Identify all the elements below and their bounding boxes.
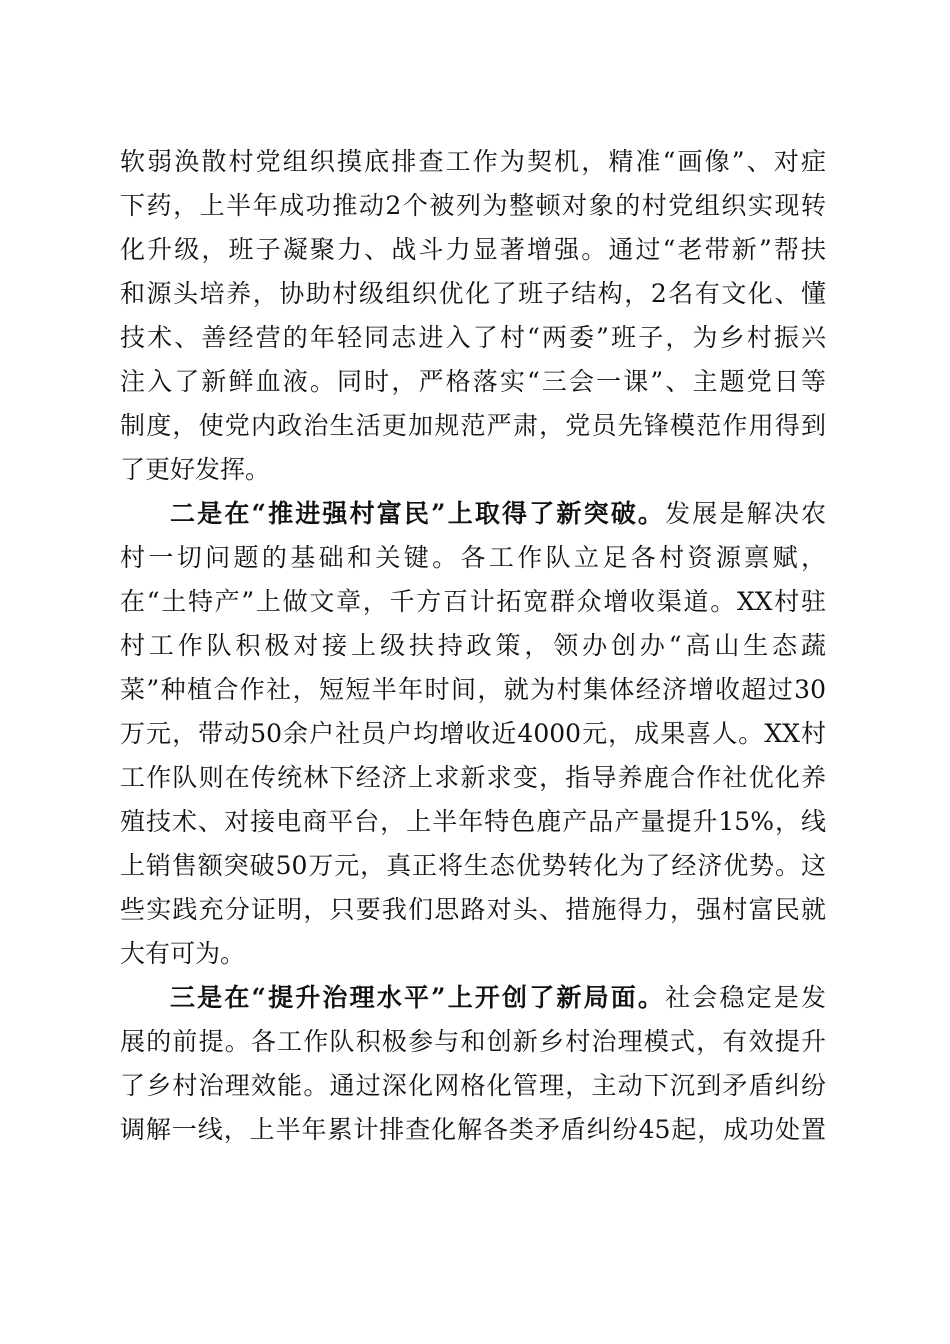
text-line: 工作队则在传统林下经济上求新求变，指导养鹿合作社优化养: [120, 763, 826, 792]
text-line: 注入了新鲜血液。同时，严格落实“三会一课”、主题党日等: [120, 367, 826, 396]
text-line: 万元，带动50余户社员户均增收近4000元，成果喜人。XX村: [120, 719, 826, 748]
text-line: 技术、善经营的年轻同志进入了村“两委”班子，为乡村振兴: [120, 323, 826, 352]
text-line: 了乡村治理效能。通过深化网格化管理，主动下沉到矛盾纠纷: [120, 1071, 826, 1100]
text-line: 上销售额突破50万元，真正将生态优势转化为了经济优势。这: [120, 851, 826, 880]
text-line: 村一切问题的基础和关键。各工作队立足各村资源禀赋，: [120, 543, 826, 572]
heading-continuation: 社会稳定是发: [665, 983, 826, 1012]
text-line: 软弱涣散村党组织摸底排查工作为契机，精准“画像”、对症: [120, 147, 826, 176]
paragraph-heading: 二是在“推进强村富民”上取得了新突破。: [170, 499, 666, 528]
text-line: 化升级，班子凝聚力、战斗力显著增强。通过“老带新”帮扶: [120, 235, 826, 264]
paragraph-strong-village: [120, 492, 826, 976]
text-line: 大有可为。: [120, 939, 246, 968]
paragraph-party-organization: [120, 140, 826, 492]
text-line: 制度，使党内政治生活更加规范严肃，党员先锋模范作用得到: [120, 411, 826, 440]
text-line: 下药，上半年成功推动2个被列为整顿对象的村党组织实现转: [120, 191, 826, 220]
text-line: 些实践充分证明，只要我们思路对头、措施得力，强村富民就: [120, 895, 826, 924]
document-body: [120, 140, 826, 1152]
text-line: 和源头培养，协助村级组织优化了班子结构，2名有文化、懂: [120, 279, 826, 308]
paragraph-first-line: [120, 492, 826, 536]
paragraph-heading: 三是在“提升治理水平”上开创了新局面。: [170, 983, 666, 1012]
text-line: 了更好发挥。: [120, 455, 271, 484]
text-line: 菜”种植合作社，短短半年时间，就为村集体经济增收超过30: [120, 675, 826, 704]
paragraph-first-line: [120, 976, 826, 1020]
text-line: 殖技术、对接电商平台，上半年特色鹿产品产量提升15%，线: [120, 807, 826, 836]
text-line: 村工作队积极对接上级扶持政策，领办创办“高山生态蔬: [120, 631, 826, 660]
text-line: 调解一线，上半年累计排查化解各类矛盾纠纷45起，成功处置: [120, 1115, 826, 1144]
paragraph-governance: [120, 976, 826, 1152]
text-line: 展的前提。各工作队积极参与和创新乡村治理模式，有效提升: [120, 1027, 826, 1056]
heading-continuation: 发展是解决农: [665, 499, 826, 528]
text-line: 在“土特产”上做文章，千方百计拓宽群众增收渠道。XX村驻: [120, 587, 826, 616]
